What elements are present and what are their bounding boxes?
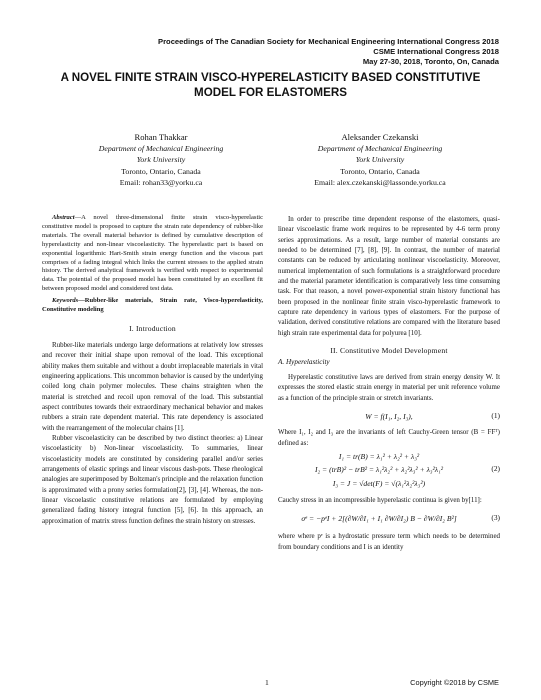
equation-2 (278, 450, 500, 492)
author-university: York University (355, 155, 405, 165)
dates-header: May 27-30, 2018, Toronto, On, Canada (362, 57, 499, 66)
equation-2-number: (2) (491, 463, 500, 473)
abstract-text: —A novel three-dimensional finite strain visco-hyperelastic constitutive model is proposed to capture the strain rate dependency of rubber-like materials. The overall material behavior is defined by cumulative description of hyperelasticity and non-linear viscoelasticity. The hyperelastic part is based on exponential logarithmic Hart-Smith strain energy function and the viscous part comprises of a fading integral which links the current stresses to the applied strain history. The derived analytical framework is verified with respect to experimental data. The potential of the proposed model has been constituted by an excellent fit between proposed model and considered test data. (42, 214, 263, 293)
equation-3 (278, 507, 500, 531)
title-line-1: A NOVEL FINITE STRAIN VISCO-HYPERELASTICITY BASED CONSTITUTIVE (60, 71, 481, 84)
abstract-label: Abstract (52, 214, 75, 221)
where-text-2: where where pᵉ is a hydrostatic pressure term which needs to be determined from boundary conditions and I is an identity (278, 532, 500, 551)
cauchy-text: Cauchy stress in an incompressible hyperelastic continua is given by[11]: (278, 495, 482, 504)
keywords-label: Keywords (52, 297, 79, 305)
author-location: Toronto, Ontario, Canada (340, 166, 420, 176)
subsection-heading-hyperelasticity: A. Hyperelasticity (278, 358, 330, 367)
intro-paragraph-1: Rubber-like materials undergo large deformations at relatively low stresses and recover their initial shape upon removal of the load. This exceptional ability makes them suitable and without a doubt irreplaceable materials in vital engineering applications. This uncommon behavior is caused by the underlying coiled long chain polymer molecules. These chains straighten when the material is stretched and recoil upon removal of the load. This substantial aspect contributes towards their extraordinary mechanical behavior and makes rubbers a strain rate dependent material. This rate dependency is associated with the rearrangement of the molecular chains [1]. (42, 340, 263, 432)
author-block-1 (56, 132, 266, 188)
right-column (278, 214, 500, 552)
right-paragraph-1: In order to prescribe time dependent response of the elastomers, quasi-linear viscoelastic frame work requires to be represented by 4-6 term prony series approximations. As a result, large number of material constants are needed to be determined [7], [8], [9]. In contrast, the number of material constants can be reduced by articulating nonlinear viscoelasticity. Moreover, numerical implementation of such formulations is a straightforward procedure and the material parameter identification is comparatively less time consuming task. For that reason, a novel power-exponential strain history functional has been proposed in the nonlinear finite strain visco-hyperelastic framework to capture rate dependency in various types of elastomers. For the purpose of validation, derived constitutive relations are compared with the literature based high strain rate experimental data for polyurea [10]. (278, 215, 500, 337)
author-department: Department of Mechanical Engineering (98, 144, 224, 154)
author-department: Department of Mechanical Engineering (317, 144, 443, 154)
left-column (42, 214, 263, 526)
proceedings-header: Proceedings of The Canadian Society for Mechanical Engineering International Congress 2018 (158, 37, 499, 46)
abstract (42, 214, 263, 294)
author-email: Email: alex.czekanski@lassonde.yorku.ca (314, 177, 446, 187)
author-location: Toronto, Ontario, Canada (121, 166, 201, 176)
equation-3-number: (3) (491, 513, 500, 523)
paper-title (20, 70, 521, 100)
section-heading-model: II. Constitutive Model Development (330, 346, 448, 356)
keywords-text: —Rubber-like materials, Strain rate, Visco-hyperelasticity, Constitutive modeling (42, 297, 263, 314)
equation-1 (278, 407, 500, 427)
author-email: Email: rohan33@yorku.ca (119, 177, 203, 187)
equation-1-number: (1) (491, 411, 500, 421)
author-name: Aleksander Czekanski (341, 132, 419, 142)
equation-2-line-a: I₁ = tr(B) = λ₁² + λ₂² + λ₃² (338, 451, 420, 461)
author-university: York University (136, 155, 186, 165)
author-name: Rohan Thakkar (134, 132, 188, 142)
equation-1-body: W = f(I₁, I₂, I₃), (365, 412, 413, 422)
section-heading-introduction: I. Introduction (129, 323, 176, 333)
author-block-2 (275, 132, 485, 188)
keywords (42, 297, 263, 315)
equation-2-line-b: I₂ = (trB)² − trB² = λ₁²λ₂² + λ₂²λ₃² + λ₃²λ₁² (314, 464, 444, 474)
congress-header: CSME International Congress 2018 (373, 47, 499, 56)
copyright-notice: Copyright ©2018 by CSME (410, 678, 499, 687)
intro-paragraph-2: Rubber viscoelasticity can be described by two distinct theories: a) Linear viscoelasticity b) Non-linear viscoelasticity. To summaries, linear viscoelasticity models are constituted by considering parallel and/or series arrangements of elastic springs and linear viscous dash-pots. These rheological analogies are superimposed by Boltzman's principle and the relaxation function is approximated with a prony series formulation[2], [3], [4]. Whereas, the non-linear viscoelastic constitutive relations are formulated by employing generalized fading history integral function [5], [6]. In this approach, an approximation of matrix stress function defines the strain history on stresses. (42, 434, 263, 525)
where-text-1: Where I₁, I₂ and I₃ are the invariants of left Cauchy-Green tensor (B = FFᵀ) defined as: (278, 428, 500, 447)
hyperelasticity-paragraph: Hyperelastic constitutive laws are derived from strain energy density W. It expresses the stored elastic strain energy in material per unit reference volume as a function of the principle strain or stretch invariants. (278, 373, 500, 402)
title-line-2: MODEL FOR ELASTOMERS (194, 86, 347, 99)
equation-2-line-c: I₃ = J = √det(F) = √(λ₁²λ₂²λ₃²) (332, 478, 426, 488)
page-number: 1 (265, 678, 269, 687)
equation-3-body: σᵉ = −pᵉI + 2[(∂W/∂I₁ + I₁ ∂W/∂I₂) B − ∂W/∂I₂ B²] (301, 514, 457, 524)
